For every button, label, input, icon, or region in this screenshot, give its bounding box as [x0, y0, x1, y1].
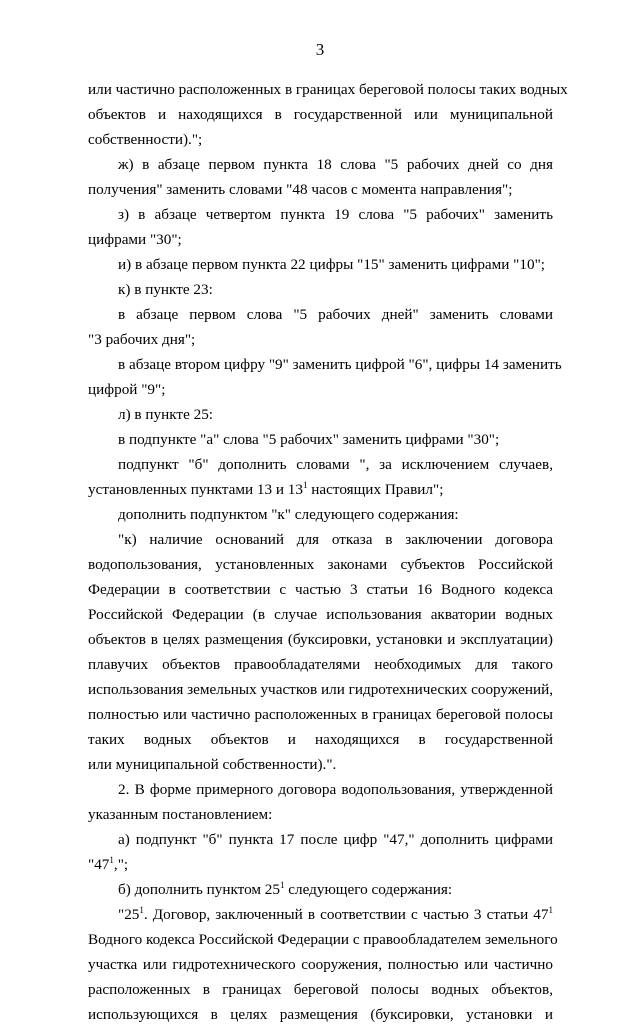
text-line: или частично расположенных в границах береговой полосы таких водных: [88, 81, 568, 98]
text-line: л) в пункте 25:: [118, 406, 214, 423]
text-line: использующихся в целях размещения (буксировки, установки и: [88, 1006, 553, 1023]
text-line: цифрой "9";: [88, 381, 166, 398]
text-line: и) в абзаце первом пункта 22 цифры "15" заменить цифрами "10";: [118, 256, 545, 273]
page-number: 3: [315, 40, 325, 59]
text-line: плавучих объектов правообладателями необходимых для такого: [88, 656, 553, 673]
text-line: или муниципальной собственности).".: [88, 756, 337, 773]
text-line: собственности).";: [88, 131, 203, 148]
text-line: 2. В форме примерного договора водопользования, утвержденной: [118, 781, 553, 798]
text-line: в абзаце первом слова "5 рабочих дней" заменить словами: [118, 306, 553, 323]
text-line: участка или гидротехнического сооружения, полностью или частично: [88, 956, 553, 973]
text-line: получения" заменить словами "48 часов с момента направления";: [88, 181, 513, 198]
text-line: в подпункте "а" слова "5 рабочих" заменить цифрами "30";: [118, 431, 500, 448]
text-line: "3 рабочих дня";: [88, 331, 196, 348]
text-line: указанным постановлением:: [88, 806, 273, 823]
text-line: использования земельных участков или гидротехнических сооружений,: [88, 681, 554, 698]
text-line: в абзаце втором цифру "9" заменить цифрой "6", цифры 14 заменить: [118, 356, 562, 373]
text-line: объектов и находящихся в государственной или муниципальной: [88, 106, 553, 123]
text-line: расположенных в границах береговой полосы водных объектов,: [88, 981, 553, 998]
text-line: а) подпункт "б" пункта 17 после цифр "47," дополнить цифрами: [118, 831, 553, 848]
text-line: б) дополнить пунктом $25^1$ следующего содержания:: [118, 880, 453, 898]
text-line: подпункт "б" дополнить словами ", за исключением случаев,: [118, 456, 553, 473]
text-line: "$25^1$. Договор, заключенный в соответствии с частью 3 статьи $47^1$: [118, 905, 553, 923]
text-line: объектов в целях размещения (буксировки, установки и эксплуатации): [88, 631, 553, 648]
text-line: ж) в абзаце первом пункта 18 слова "5 рабочих дней со дня: [118, 156, 553, 173]
document-body: [88, 77, 568, 1027]
text-line: полностью или частично расположенных в границах береговой полосы: [88, 706, 553, 723]
text-line: к) в пункте 23:: [118, 281, 213, 298]
text-line: водопользования, установленных законами субъектов Российской: [88, 556, 553, 573]
text-line: Водного кодекса Российской Федерации с правообладателем земельного: [88, 931, 558, 948]
text-line: цифрами "30";: [88, 231, 182, 248]
text-line: з) в абзаце четвертом пункта 19 слова "5 рабочих" заменить: [118, 206, 553, 223]
text-line: Российской Федерации (в случае использования акватории водных: [88, 606, 553, 623]
text-line: "к) наличие оснований для отказа в заключении договора: [118, 531, 553, 548]
text-line: дополнить подпунктом "к" следующего содержания:: [118, 506, 459, 523]
text-line: таких водных объектов и находящихся в государственной: [88, 731, 553, 748]
text-line: "$47^1$,";: [88, 855, 129, 873]
text-line: установленных пунктами 13 и $13^1$ настоящих Правил";: [88, 480, 444, 498]
text-line: Федерации в соответствии с частью 3 статьи 16 Водного кодекса: [88, 581, 553, 598]
